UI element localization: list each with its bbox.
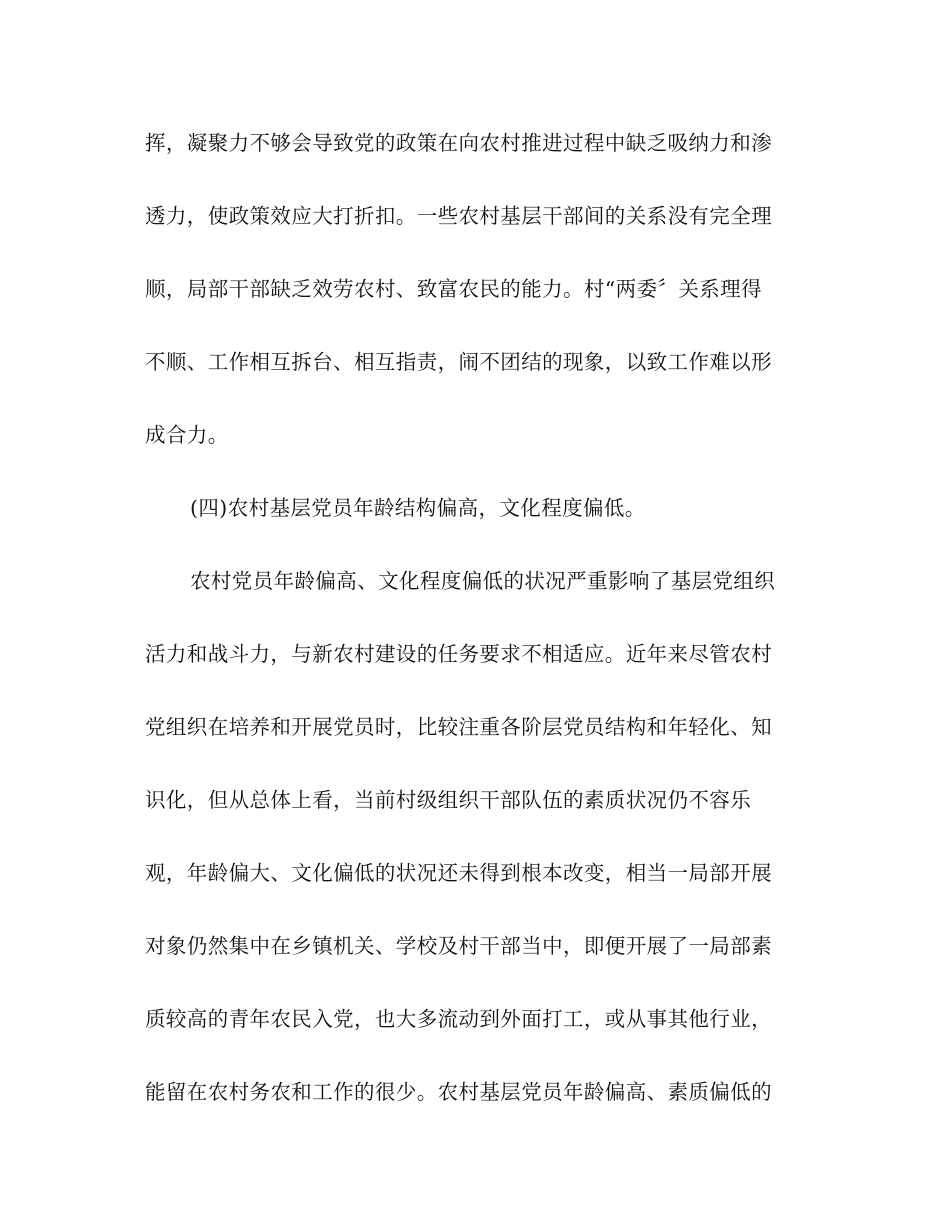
text-line: 不顺、工作相互拆台、相互指责，闹不团结的现象，以致工作难以形	[145, 350, 772, 374]
text-line: 农村党员年龄偏高、文化程度偏低的状况严重影响了基层党组织	[190, 569, 776, 593]
text-line: 成合力。	[145, 423, 229, 447]
text-line: 挥，凝聚力不够会导致党的政策在向农村推进过程中缺乏吸纳力和渗	[145, 131, 772, 155]
text-line: 能留在农村务农和工作的很少。农村基层党员年龄偏高、素质偏低的	[145, 1080, 772, 1104]
text-line: 识化，但从总体上看，当前村级组织干部队伍的素质状况仍不容乐	[145, 788, 752, 812]
text-line: 顺，局部干部缺乏效劳农村、致富农民的能力。村“两委〞关系理得	[145, 277, 762, 301]
text-line: 观，年龄偏大、文化偏低的状况还未得到根本改变，相当一局部开展	[145, 861, 772, 885]
text-line: 党组织在培养和开展党员时，比较注重各阶层党员结构和年轻化、知	[145, 715, 772, 739]
section-heading: (四)农村基层党员年龄结构偏高，文化程度偏低。	[190, 496, 646, 520]
text-line: 质较高的青年农民入党，也大多流动到外面打工，或从事其他行业，	[145, 1007, 772, 1031]
text-line: 透力，使政策效应大打折扣。一些农村基层干部间的关系没有完全理	[145, 204, 772, 228]
text-line: 活力和战斗力，与新农村建设的任务要求不相适应。近年来尽管农村	[145, 642, 772, 666]
text-line: 对象仍然集中在乡镇机关、学校及村干部当中，即便开展了一局部素	[145, 934, 772, 958]
